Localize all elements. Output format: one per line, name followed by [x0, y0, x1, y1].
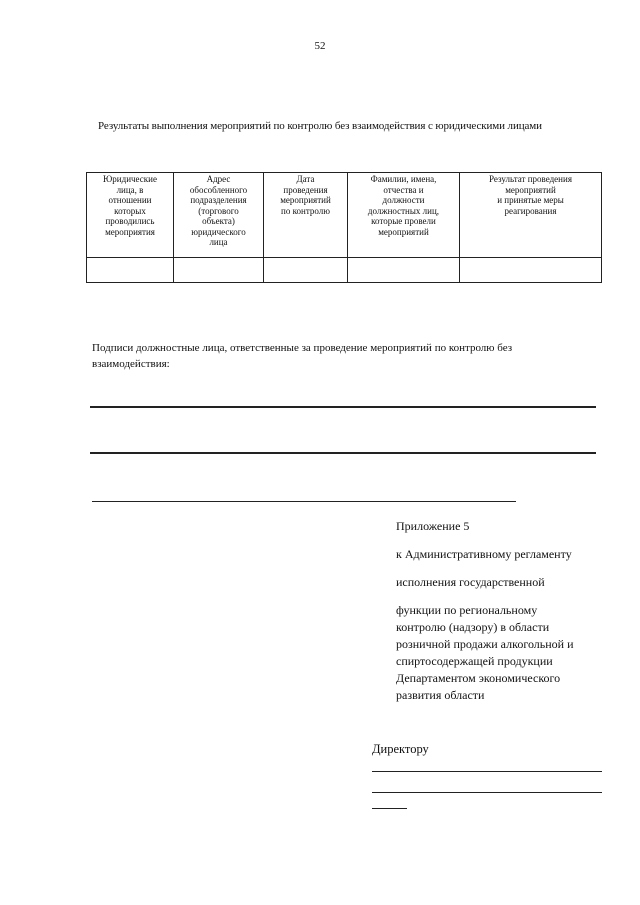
column-header-legal-entities: Юридические лица, в отношении которых проводились мероприятия — [87, 173, 174, 258]
page-number: 52 — [314, 40, 326, 52]
appendix-line: к Административному регламенту — [396, 547, 572, 561]
column-header-address: Адрес обособленного подразделения (торгового объекта) юридического лица — [174, 173, 264, 258]
fill-in-line — [372, 808, 407, 809]
appendix-title: Приложение 5 — [396, 519, 470, 533]
table-cell — [174, 258, 264, 283]
column-header-result: Результат проведения мероприятий и принятые меры реагирования — [460, 173, 602, 258]
signature-line — [90, 452, 596, 454]
signatures-label: Подписи должностные лица, ответственные за проведение мероприятий по контролю без взаимодействия: — [92, 342, 513, 370]
signature-line — [90, 406, 596, 408]
appendix-line: исполнения государственной — [396, 575, 545, 589]
results-table — [86, 172, 602, 283]
column-header-date: Дата проведения мероприятий по контролю — [264, 173, 348, 258]
table-row — [87, 258, 602, 283]
table-cell — [348, 258, 460, 283]
fill-in-line — [372, 792, 602, 793]
director-label: Директору — [372, 742, 429, 756]
table-cell — [264, 258, 348, 283]
fill-in-line — [372, 771, 602, 772]
table-cell — [87, 258, 174, 283]
column-header-officials: Фамилии, имена, отчества и должности должностных лиц, которые провели мероприятий — [348, 173, 460, 258]
section-divider — [92, 501, 516, 502]
section-heading: Результаты выполнения мероприятий по контролю без взаимодействия с юридическими лицами — [98, 120, 542, 132]
table-header-row — [87, 173, 602, 258]
appendix-body: функции по региональному контролю (надзору) в области розничной продажи алкогольной и спиртосодержащей продукции Департаментом экономического развития области — [396, 603, 574, 702]
table-cell — [460, 258, 602, 283]
